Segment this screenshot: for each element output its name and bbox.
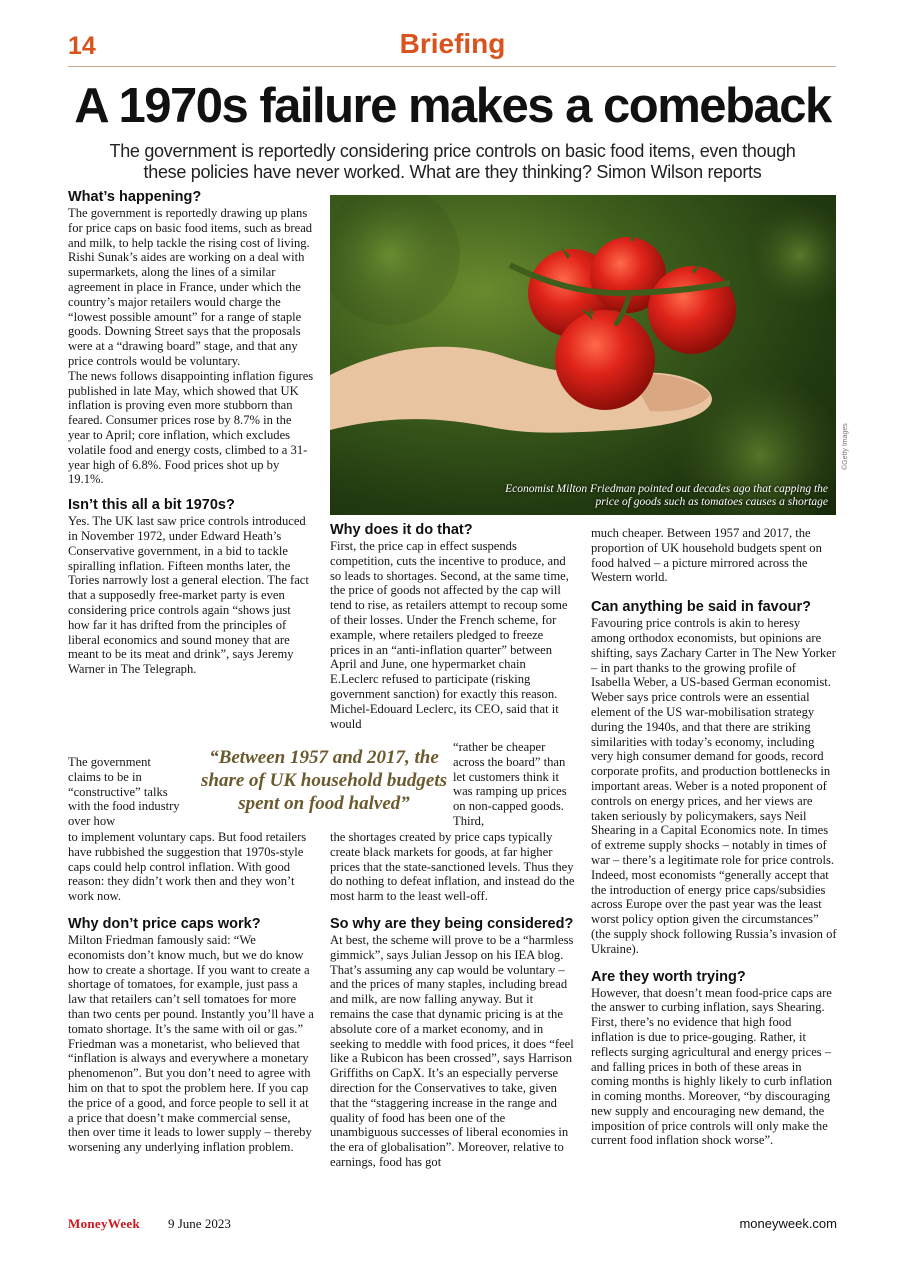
tomato-photo [330,195,836,515]
body-does-that-2a: “rather be cheaper across the board” than let customers think it was ramping up prices on non-capped goods. Third, [453,740,567,828]
section-title: Briefing [399,28,506,59]
body-1970s: Yes. The UK last saw price controls introduced in November 1972, under Edward Heath’s Conservative government, in a bid to tackle spiralling inflation. Fifteen months later, the Tories narrowly lost a general election. The fact that a supposedly free-market party is even considering price controls again “shows just how far it has drifted from the principles of liberal economics and sound money that are meant to be its meat and drink”, says Jeremy Warner in The Telegraph. [68,514,309,677]
tomato-illustration [330,195,836,515]
heading-favour: Can anything be said in favour? [591,599,811,616]
heading-whats-happening: What’s happening? [68,189,202,205]
body-worth: However, that doesn’t mean food-price caps are the answer to curbing inflation, says Shearing. First, there’s no evidence that high food inflation is due to price-gouging. Rather, it reflects surging agricultural and energy prices – and falling prices in both of these areas in coming months is highly likely to curb inflation in coming months. Moreover, “by discouraging new supply and encouraging new demand, the imposition of price controls will only make the current food inflation shock worse”. [591,985,833,1148]
body-favour: Favouring price controls is akin to heresy among orthodox economists, but opinions are shifting, says Zachary Carter in The New Yorker – in part thanks to the growing profile of Isabella Weber, a US-based German economist. Weber says price controls were an essential element of the US war-mobilisation strategy during the 1940s, and that there are striking similarities with today’s economy, including very high consumer demand for goods, record corporate profits, and production bottlenecks in important areas. Weber is a noted proponent of controls on energy prices, and her views are taken seriously by policymakers, says Neil Shearing in a Capital Economics note. In times of extreme supply shocks – notably in times of war – there’s a legitimate role for price controls. Indeed, most economists “generally accept that the introduction of energy price caps/subsidies across Europe over the past year was the least worst policy option given the circumstances” (the supply shock following Russia’s invasion of Ukraine). [591,616,837,956]
header-rule [68,66,836,67]
page-number: 14 [68,32,96,60]
column-1-narrow [68,755,180,829]
body-does-that: First, the price cap in effect suspends competition, cuts the incentive to produce, and so leads to shortages. Second, at the same time, the price of goods not affected by the cap will tend to rise, as retailers attempt to recoup some of their losses. Under the French scheme, for example, where retailers pledged to freeze prices in an “anti-inflation quarter” between April and June, one hypermarket chain E.Leclerc refused to participate (risking government sanction) for exactly this reason. Michel-Edouard Leclerc, its CEO, said that it would [330,539,569,731]
moneyweek-logo: MoneyWeek [68,1216,141,1231]
body-does-that-2b: the shortages created by price caps typically create black markets for goods, at far higher prices that the state-sanctioned levels. Thus they do nothing to defeat inflation, and instead do the most harm to the least well-off. [330,830,575,904]
body-1970s-2a: The government claims to be in “constructive” talks with the food industry over how [68,755,180,829]
heading-does-that: Why does it do that? [330,522,473,538]
heading-dont-work: Why don’t price caps work? [68,915,261,932]
heading-worth: Are they worth trying? [591,968,746,985]
pull-quote: “Between 1957 and 2017, the share of UK household budgets spent on food halved” [201,747,447,814]
body-continued: much cheaper. Between 1957 and 2017, the proportion of UK household budgets spent on food halved – a picture mirrored across the Western world. [591,526,822,585]
standfirst: The government is reportedly considering price controls on basic food items, even though these policies have never worked. What are they thinking? Simon Wilson reports [109,141,796,182]
column-2-top [330,522,575,731]
body-whats-happening-2: The news follows disappointing inflation figures published in late May, which showed that UK inflation is proving even more stubborn than feared. Consumer prices rose by 8.7% in the year to April; core inflation, which excludes volatile food and energy costs, climbed to a 31-year high of 6.8%. Food prices shot up by 19.1%. [68,368,314,487]
body-whats-happening: The government is reportedly drawing up plans for price caps on basic food items, such as bread and milk, to help tackle the rising cost of living. Rishi Sunak’s aides are working on a deal with supermarkets, along the lines of a similar agreement in place in France, under which the country’s major retailers would charge the “lowest possible amount” for a range of staple goods. Downing Street says that the proposals were at a “drawing board” stage, and that any price controls would be voluntary. [68,206,313,368]
photo-credit: ©Getty Images [842,423,849,470]
heading-considered: So why are they being considered? [330,915,574,932]
column-3 [591,526,837,1148]
issue-date: 9 June 2023 [168,1216,231,1231]
body-considered: At best, the scheme will prove to be a “harmless gimmick”, says Julian Jessop on his IEA blog. That’s assuming any cap would be voluntary – and the prices of many staples, including bread and milk, are now falling anyway. But it remains the case that dynamic pricing is at the absolute core of a market economy, and in seeking to meddle with food prices, it does “feel like a Rubicon has been crossed”, says Harrison Griffiths on CapX. It’s an especially perverse direction for the Conservatives to take, given that the “staggering increase in the range and quality of food has been one of the unambiguous successes of liberal economies in the era of globalisation”. Moreover, relative to earnings, food has got [330,932,574,1169]
column-1-bottom [68,830,314,1155]
body-1970s-2b: to implement voluntary caps. But food retailers have rubbished the suggestion that 1970s-style caps could help control inflation. With good reason: they didn’t work then and they won’t work now. [68,830,307,904]
column-2-narrow [453,740,575,829]
headline: A 1970s failure makes a comeback [74,79,831,133]
heading-1970s: Isn’t this all a bit 1970s? [68,497,235,514]
site-url[interactable]: moneyweek.com [739,1216,837,1231]
column-1-top [68,189,314,677]
photo-caption: Economist Milton Friedman pointed out decades ago that capping the price of goods such as tomatoes causes a shortage [505,483,828,508]
column-2-bottom [330,830,575,1170]
body-dont-work: Milton Friedman famously said: “We economists don’t know much, but we do know how to create a shortage. If you want to create a shortage of tomatoes, for example, just pass a law that retailers can’t sell tomatoes for more than two cents per pound. Instantly you’ll have a tomato shortage. It’s the same with oil or gas.” Friedman was a monetarist, who believed that “inflation is always and everywhere a monetary phenomenon”. But you don’t need to agree with him on that to spot the problem here. If you cap the price of a good, and force people to sell it at a price that doesn’t make commercial sense, then over time it leads to lower supply – thereby worsening any underlying inflation problem. [68,932,314,1155]
